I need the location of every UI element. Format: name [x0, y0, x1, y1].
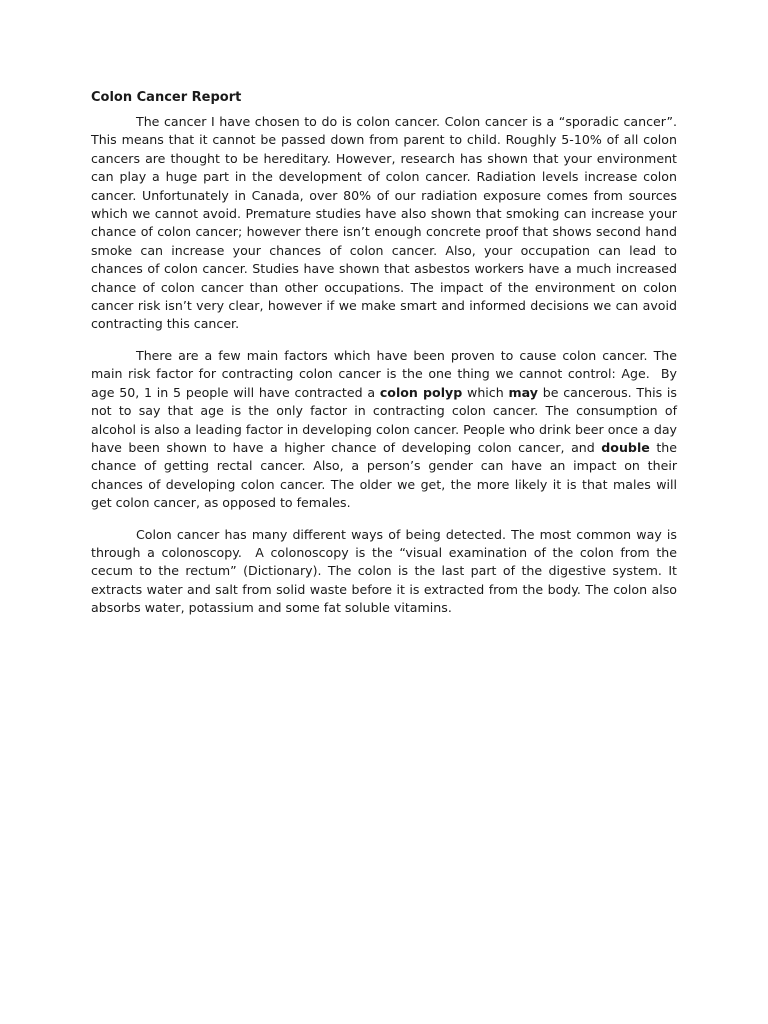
paragraph-2-text-1: There are a few main factors which have been proven to cause colon cancer. The main risk factor for contracting colon cancer is the one thing we cannot control: Age. By age 50, 1 in 5 people will have contracted a: [91, 347, 677, 400]
paragraph-2-text-4: the chance of getting rectal cancer. Also, a person’s gender can have an impact on their chances of developing colon cancer. The older we get, the more likely it is that males will get colon cancer, as opposed to females.: [91, 439, 677, 511]
paragraph-3: Colon cancer has many different ways of being detected. The most common way is through a colonoscopy. A colonoscopy is the “visual examination of the colon from the cecum to the rectum” (Dictionary). The colon is the last part of the digestive system. It extracts water and salt from solid waste before it is extracted from the body. The colon also absorbs water, potassium and some fat soluble vitamins.: [91, 526, 677, 616]
paragraph-2-text-2: which: [462, 384, 509, 400]
bold-may: may: [508, 384, 538, 400]
document-body: [91, 89, 677, 631]
page-title: Colon Cancer Report: [91, 90, 242, 105]
paragraph-2: [91, 347, 677, 513]
paragraph-2-text-3: be cancerous. This is not to say that age is the only factor in contracting colon cancer. The consumption of alcohol is also a leading factor in developing colon cancer. People who drink beer once a day have been shown to have a higher chance of developing colon cancer, and: [91, 384, 677, 455]
bold-double: double: [601, 439, 650, 455]
paragraph-1: The cancer I have chosen to do is colon cancer. Colon cancer is a “sporadic cancer”. This means that it cannot be passed down from parent to child. Roughly 5-10% of all colon cancers are thought to be hereditary. However, research has shown that your environment can play a huge part in the development of colon cancer. Radiation levels increase colon cancer. Unfortunately in Canada, over 80% of our radiation exposure comes from sources which we cannot avoid. Premature studies have also shown that smoking can increase your chance of colon cancer; however there isn’t enough concrete proof that shows second hand smoke can increase your chances of colon cancer. Also, your occupation can lead to chances of colon cancer. Studies have shown that asbestos workers have a much increased chance of colon cancer than other occupations. The impact of the environment on colon cancer risk isn’t very clear, however if we make smart and informed decisions we can avoid contracting this cancer.: [91, 114, 677, 332]
bold-colon-polyp: colon polyp: [379, 384, 463, 400]
